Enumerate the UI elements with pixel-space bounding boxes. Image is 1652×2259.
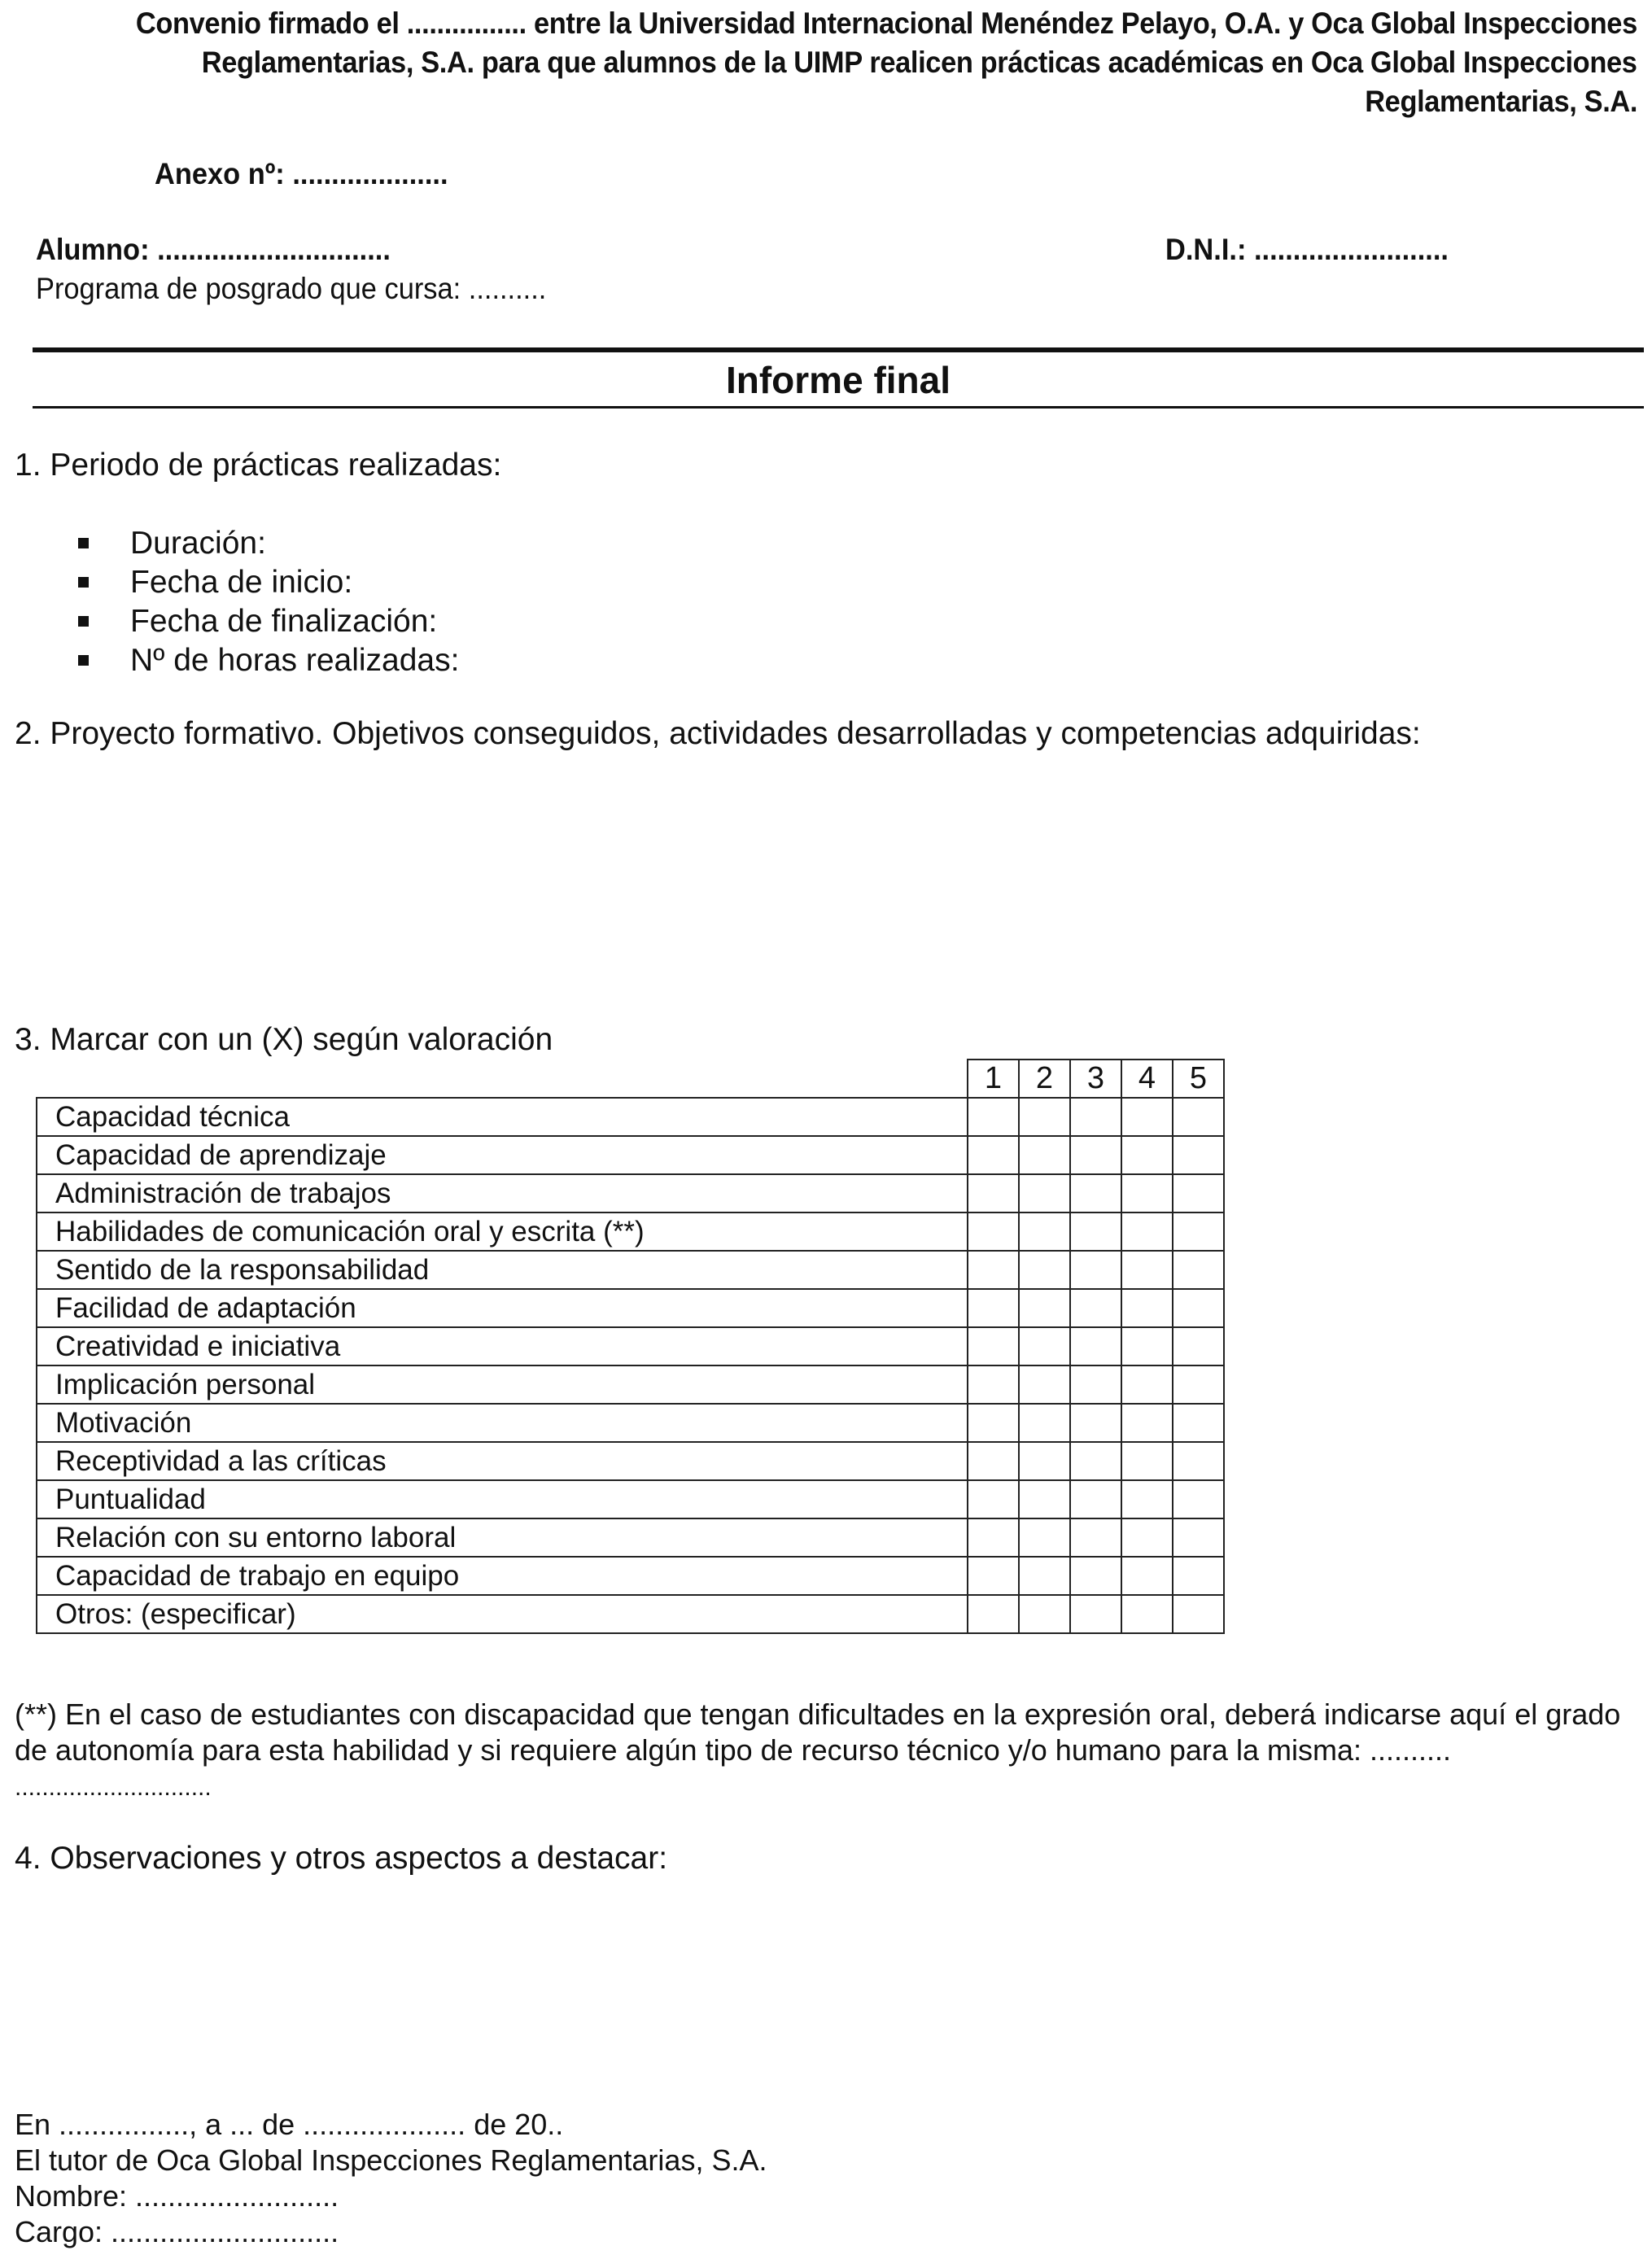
scale-4: 4 — [1121, 1060, 1173, 1098]
table-row — [37, 1213, 1224, 1251]
cargo-field: Cargo: ............................ — [15, 2215, 339, 2248]
rating-cell[interactable] — [1121, 1251, 1173, 1289]
table-row — [37, 1174, 1224, 1213]
rating-cell[interactable] — [1173, 1442, 1224, 1480]
rating-cell[interactable] — [1173, 1213, 1224, 1251]
rating-cell[interactable] — [1070, 1518, 1121, 1557]
agreement-header-line-2: Reglamentarias, S.A. para que alumnos de la UIMP realicen prácticas académicas en Oca Global Inspecciones — [202, 46, 1637, 79]
rating-cell[interactable] — [1019, 1251, 1070, 1289]
section-4-heading: 4. Observaciones y otros aspectos a destacar: — [15, 1841, 668, 1876]
criterion-label: Receptividad a las críticas — [37, 1442, 968, 1480]
rating-cell[interactable] — [968, 1136, 1019, 1174]
rating-cell[interactable] — [1019, 1404, 1070, 1442]
criterion-label: Capacidad técnica — [37, 1098, 968, 1136]
rating-cell[interactable] — [1019, 1442, 1070, 1480]
nombre-field: Nombre: ......................... — [15, 2179, 339, 2213]
rating-cell[interactable] — [1070, 1174, 1121, 1213]
table-row — [37, 1365, 1224, 1404]
rating-cell[interactable] — [1070, 1442, 1121, 1480]
title-bottom-rule — [33, 406, 1644, 409]
rating-cell[interactable] — [968, 1518, 1019, 1557]
programa-field: Programa de posgrado que cursa: .......... — [36, 272, 547, 305]
criterion-label: Capacidad de aprendizaje — [37, 1136, 968, 1174]
rating-cell[interactable] — [1019, 1098, 1070, 1136]
rating-cell[interactable] — [1070, 1404, 1121, 1442]
table-row — [37, 1098, 1224, 1136]
table-row — [37, 1251, 1224, 1289]
rating-cell[interactable] — [1070, 1365, 1121, 1404]
rating-cell[interactable] — [1019, 1136, 1070, 1174]
rating-cell[interactable] — [1173, 1174, 1224, 1213]
rating-cell[interactable] — [968, 1595, 1019, 1633]
rating-cell[interactable] — [1173, 1365, 1224, 1404]
rating-cell[interactable] — [1173, 1557, 1224, 1595]
rating-cell[interactable] — [1121, 1136, 1173, 1174]
title-top-rule — [33, 347, 1644, 352]
agreement-header-line-1: Convenio firmado el ................ entre la Universidad Internacional Menéndez Pelayo, O.A. y Oca Global Inspecciones — [136, 7, 1637, 40]
place-date-field: En ................, a ... de .................... de 20.. — [15, 2108, 564, 2141]
section-1-list — [0, 524, 459, 680]
rating-cell[interactable] — [1173, 1289, 1224, 1327]
rating-cell[interactable] — [1173, 1404, 1224, 1442]
table-row — [37, 1480, 1224, 1518]
rating-cell[interactable] — [968, 1213, 1019, 1251]
rating-cell[interactable] — [1070, 1098, 1121, 1136]
rating-cell[interactable] — [968, 1174, 1019, 1213]
rating-cell[interactable] — [1173, 1136, 1224, 1174]
rating-cell[interactable] — [1070, 1595, 1121, 1633]
section-2-heading: 2. Proyecto formativo. Objetivos conseguidos, actividades desarrolladas y competencias adquiridas: — [15, 716, 1421, 751]
table-row — [37, 1404, 1224, 1442]
rating-cell[interactable] — [1070, 1213, 1121, 1251]
scale-5: 5 — [1173, 1060, 1224, 1098]
table-row — [37, 1327, 1224, 1365]
rating-cell[interactable] — [1121, 1213, 1173, 1251]
rating-cell[interactable] — [968, 1404, 1019, 1442]
table-row — [37, 1289, 1224, 1327]
tutor-line: El tutor de Oca Global Inspecciones Reglamentarias, S.A. — [15, 2143, 767, 2177]
rating-cell[interactable] — [1070, 1327, 1121, 1365]
rating-cell[interactable] — [968, 1098, 1019, 1136]
rating-cell[interactable] — [1070, 1136, 1121, 1174]
criterion-label: Administración de trabajos — [37, 1174, 968, 1213]
alumno-field: Alumno: .............................. — [36, 233, 391, 266]
rating-cell[interactable] — [968, 1289, 1019, 1327]
rating-cell[interactable] — [1019, 1327, 1070, 1365]
rating-cell[interactable] — [1070, 1557, 1121, 1595]
scale-3: 3 — [1070, 1060, 1121, 1098]
rating-cell[interactable] — [1121, 1518, 1173, 1557]
rating-cell[interactable] — [1121, 1442, 1173, 1480]
rating-cell[interactable] — [1019, 1595, 1070, 1633]
criterion-label: Creatividad e iniciativa — [37, 1327, 968, 1365]
criterion-label: Otros: (especificar) — [37, 1595, 968, 1633]
rating-cell[interactable] — [1173, 1098, 1224, 1136]
rating-cell[interactable] — [968, 1480, 1019, 1518]
rating-cell[interactable] — [1121, 1289, 1173, 1327]
accessibility-note: (**) En el caso de estudiantes con discapacidad que tengan dificultades en la expresión oral, deberá indicarse aquí el grado de autonomía para esta habilidad y si requiere algún tipo de recurso técnico y/o humano para la misma: .......... — [15, 1698, 1621, 1767]
accessibility-note-dots: ............................. — [15, 1774, 212, 1801]
rating-cell[interactable] — [1121, 1098, 1173, 1136]
table-row — [37, 1136, 1224, 1174]
rating-cell[interactable] — [1019, 1289, 1070, 1327]
list-item-horas: Nº de horas realizadas: — [0, 641, 459, 680]
rating-cell[interactable] — [1019, 1480, 1070, 1518]
rating-cell[interactable] — [1173, 1251, 1224, 1289]
rating-cell[interactable] — [1173, 1327, 1224, 1365]
rating-cell[interactable] — [968, 1365, 1019, 1404]
rating-cell[interactable] — [1121, 1365, 1173, 1404]
page-title: Informe final — [725, 359, 951, 401]
rating-cell[interactable] — [1019, 1518, 1070, 1557]
rating-cell[interactable] — [1121, 1480, 1173, 1518]
rating-cell[interactable] — [1070, 1251, 1121, 1289]
rating-cell[interactable] — [1173, 1595, 1224, 1633]
rating-cell[interactable] — [968, 1327, 1019, 1365]
rating-table — [36, 1059, 1225, 1634]
rating-cell[interactable] — [1070, 1480, 1121, 1518]
rating-cell[interactable] — [1121, 1557, 1173, 1595]
scale-1: 1 — [968, 1060, 1019, 1098]
section-3-heading: 3. Marcar con un (X) según valoración — [15, 1022, 553, 1057]
rating-cell[interactable] — [1121, 1174, 1173, 1213]
list-item-fecha-inicio: Fecha de inicio: — [0, 563, 459, 602]
criterion-label: Facilidad de adaptación — [37, 1289, 968, 1327]
table-row — [37, 1518, 1224, 1557]
rating-cell[interactable] — [968, 1557, 1019, 1595]
rating-cell[interactable] — [1070, 1289, 1121, 1327]
table-row — [37, 1442, 1224, 1480]
criterion-label: Sentido de la responsabilidad — [37, 1251, 968, 1289]
agreement-header-line-3: Reglamentarias, S.A. — [1365, 85, 1637, 118]
criterion-label: Puntualidad — [37, 1480, 968, 1518]
section-1-heading: 1. Periodo de prácticas realizadas: — [15, 448, 502, 483]
list-item-fecha-finalizacion: Fecha de finalización: — [0, 602, 459, 641]
criterion-label: Habilidades de comunicación oral y escrita (**) — [37, 1213, 968, 1251]
anexo-field: Anexo nº: .................... — [155, 157, 448, 190]
criterion-label: Implicación personal — [37, 1365, 968, 1404]
rating-cell[interactable] — [1173, 1480, 1224, 1518]
scale-2: 2 — [1019, 1060, 1070, 1098]
rating-cell[interactable] — [1019, 1557, 1070, 1595]
table-row — [37, 1557, 1224, 1595]
criterion-label: Motivación — [37, 1404, 968, 1442]
rating-cell[interactable] — [1019, 1213, 1070, 1251]
dni-field: D.N.I.: ......................... — [1165, 233, 1449, 266]
criterion-label: Relación con su entorno laboral — [37, 1518, 968, 1557]
criterion-label: Capacidad de trabajo en equipo — [37, 1557, 968, 1595]
table-row — [37, 1595, 1224, 1633]
rating-cell[interactable] — [1121, 1327, 1173, 1365]
list-item-duracion: Duración: — [0, 524, 459, 563]
rating-cell[interactable] — [1173, 1518, 1224, 1557]
rating-scale-row — [37, 1060, 1224, 1098]
rating-cell[interactable] — [968, 1442, 1019, 1480]
rating-cell[interactable] — [1121, 1595, 1173, 1633]
rating-cell[interactable] — [1121, 1404, 1173, 1442]
rating-cell[interactable] — [1019, 1365, 1070, 1404]
rating-cell[interactable] — [1019, 1174, 1070, 1213]
rating-cell[interactable] — [968, 1251, 1019, 1289]
